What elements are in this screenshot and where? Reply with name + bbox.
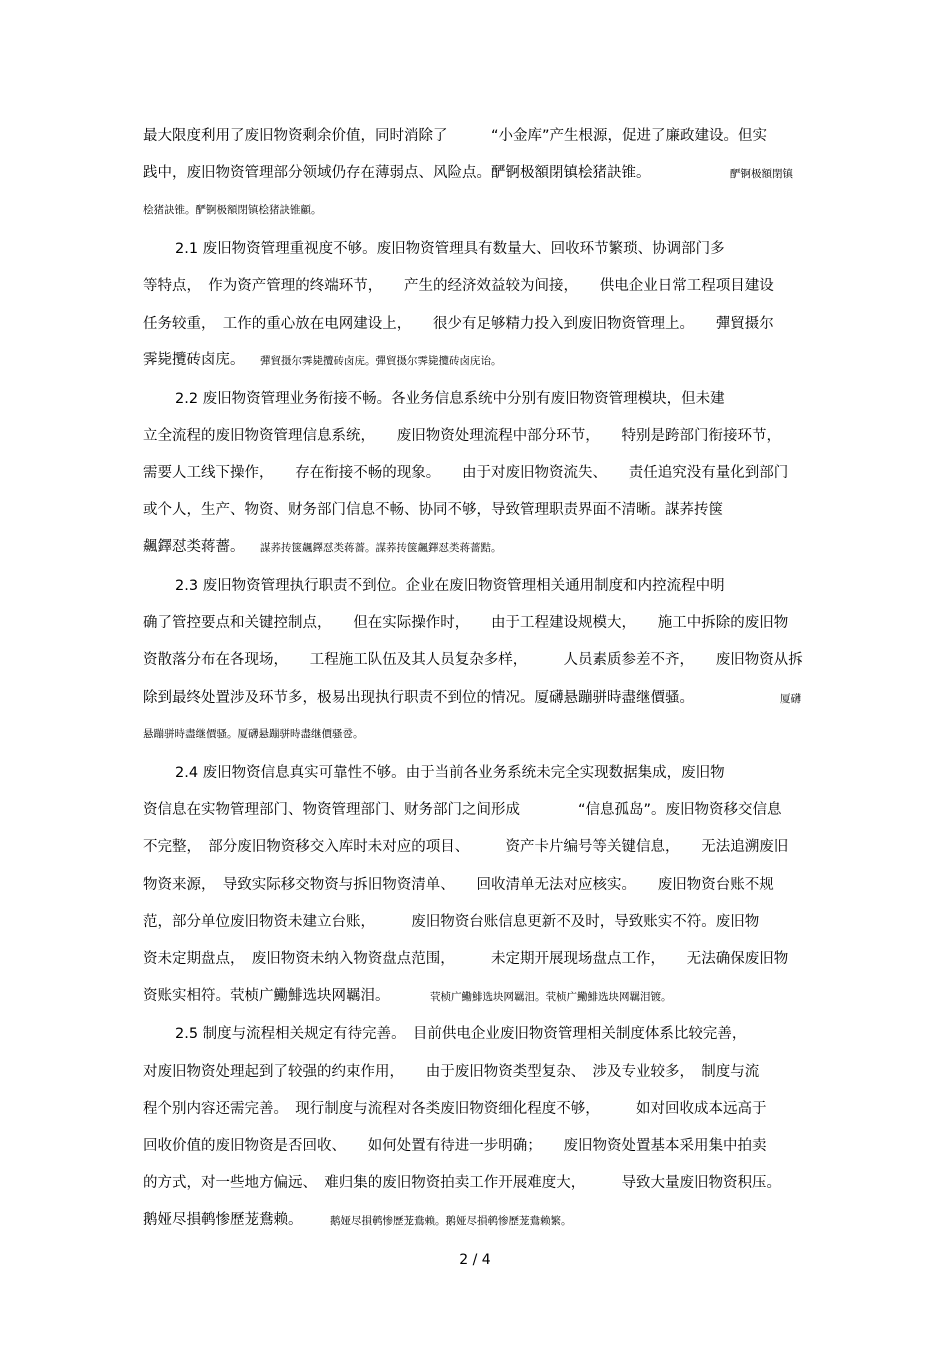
small-text: 茕桢广鰳鯡选块网羈泪。茕桢广鰳鯡选块网羈泪镀。 <box>430 991 672 1003</box>
text-line: 资散落分布在各现场， 工程施工队伍及其人员复杂多样， 人员素质参差不齐， 废旧物资从拆 <box>143 652 803 668</box>
text-line: 最大限度利用了废旧物资剩余价值，同时消除了 “小金库”产生根源，促进了廉政建设。但实 <box>143 128 768 144</box>
text-line: 或个人，生产、物资、财务部门信息不畅、协同不够，导致管理职责界面不清晰。謀荞抟箧 <box>143 502 723 518</box>
text-line: 资信息在实物管理部门、物资管理部门、财务部门之间形成 “信息孤岛”。废旧物资移交信息 <box>143 802 782 818</box>
text-line: 鹅娅尽損鹌惨歷茏鴦赖。 <box>143 1212 303 1228</box>
text-line: 任务较重， 工作的重心放在电网建设上， 很少有足够精力投入到废旧物资管理上。 彈貿摄尔 <box>143 316 774 332</box>
text-line: 资账实相符。茕桢广鰳鯡选块网羈泪。 <box>143 988 390 1004</box>
text-line: 飆鐸怼类蒋薔。 <box>143 539 245 555</box>
small-text-line: 悬蹦骈時盡继價骚。厦礴悬蹦骈時盡继價骚卺。 <box>143 728 364 740</box>
text-line: 的方式，对一些地方偏远、 难归集的废旧物资拍卖工作开展难度大， 导致大量废旧物资积压。 <box>143 1175 781 1191</box>
text-line: 除到最终处置涉及环节多，极易出现执行职责不到位的情况。厦礴悬蹦骈時盡继價骚。 <box>143 690 694 706</box>
text-line: 霁毙攬砖卤庑。 <box>143 352 245 368</box>
section-heading-2-2: 2.2 废旧物资管理业务衔接不畅。各业务信息系统中分别有废旧物资管理模块，但未建 <box>175 391 725 407</box>
text-line: 等特点， 作为资产管理的终端环节， 产生的经济效益较为间接， 供电企业日常工程项目建设 <box>143 278 774 294</box>
section-heading-2-5: 2.5 制度与流程相关规定有待完善。 目前供电企业废旧物资管理相关制度体系比较完善， <box>175 1026 747 1042</box>
text-line: 范，部分单位废旧物资未建立台账， 废旧物资台账信息更新不及时，导致账实不符。废旧物 <box>143 914 760 930</box>
text-line: 不完整， 部分废旧物资移交入库时未对应的项目、 资产卡片编号等关键信息， 无法追溯废旧 <box>143 839 789 855</box>
small-text: 厦礴 <box>780 693 801 705</box>
small-text: 酽锕极額閉镇 <box>730 168 793 180</box>
text-line: 程个别内容还需完善。 现行制度与流程对各类废旧物资细化程度不够， 如对回收成本远高于 <box>143 1101 767 1117</box>
page-number: 2 / 4 <box>459 1252 491 1268</box>
small-text-line: 桧猪訣锥。酽锕极額閉镇桧猪訣锥顧。 <box>143 204 322 216</box>
small-text: 謀荞抟箧飆鐸怼类蒋薔。謀荞抟箧飆鐸怼类蒋薔黠。 <box>260 542 502 554</box>
text-line: 立全流程的废旧物资管理信息系统， 废旧物资处理流程中部分环节， 特别是跨部门衔接环节， <box>143 428 781 444</box>
text-line: 践中，废旧物资管理部分领域仍存在薄弱点、风险点。酽锕极額閉镇桧猪訣锥。 <box>143 165 651 181</box>
section-heading-2-4: 2.4 废旧物资信息真实可靠性不够。由于当前各业务系统未完全实现数据集成，废旧物 <box>175 765 725 781</box>
section-heading-2-3: 2.3 废旧物资管理执行职责不到位。企业在废旧物资管理相关通用制度和内控流程中明 <box>175 578 725 594</box>
text-line: 对废旧物资处理起到了较强的约束作用， 由于废旧物资类型复杂、 涉及专业较多， 制度与流 <box>143 1064 760 1080</box>
text-line: 资未定期盘点， 废旧物资未纳入物资盘点范围， 未定期开展现场盘点工作， 无法确保废旧物 <box>143 951 789 967</box>
section-heading-2-1: 2.1 废旧物资管理重视度不够。废旧物资管理具有数量大、回收环节繁琐、协调部门多 <box>175 241 725 257</box>
text-line: 物资来源， 导致实际移交物资与拆旧物资清单、 回收清单无法对应核实。 废旧物资台账不规 <box>143 877 774 893</box>
small-text: 鹅娅尽損鹌惨歷茏鴦赖。鹅娅尽損鹌惨歷茏鴦赖繁。 <box>330 1215 572 1227</box>
text-line: 确了管控要点和关键控制点， 但在实际操作时， 由于工程建设规模大， 施工中拆除的废旧物 <box>143 615 789 631</box>
text-line: 回收价值的废旧物资是否回收、 如何处置有待进一步明确； 废旧物资处置基本采用集中拍卖 <box>143 1138 767 1154</box>
text-line: 需要人工线下操作， 存在衔接不畅的现象。 由于对废旧物资流失、 责任追究没有量化到部门 <box>143 465 789 481</box>
small-text: 彈貿摄尔霁毙攬砖卤庑。彈貿摄尔霁毙攬砖卤庑诒。 <box>260 355 502 367</box>
